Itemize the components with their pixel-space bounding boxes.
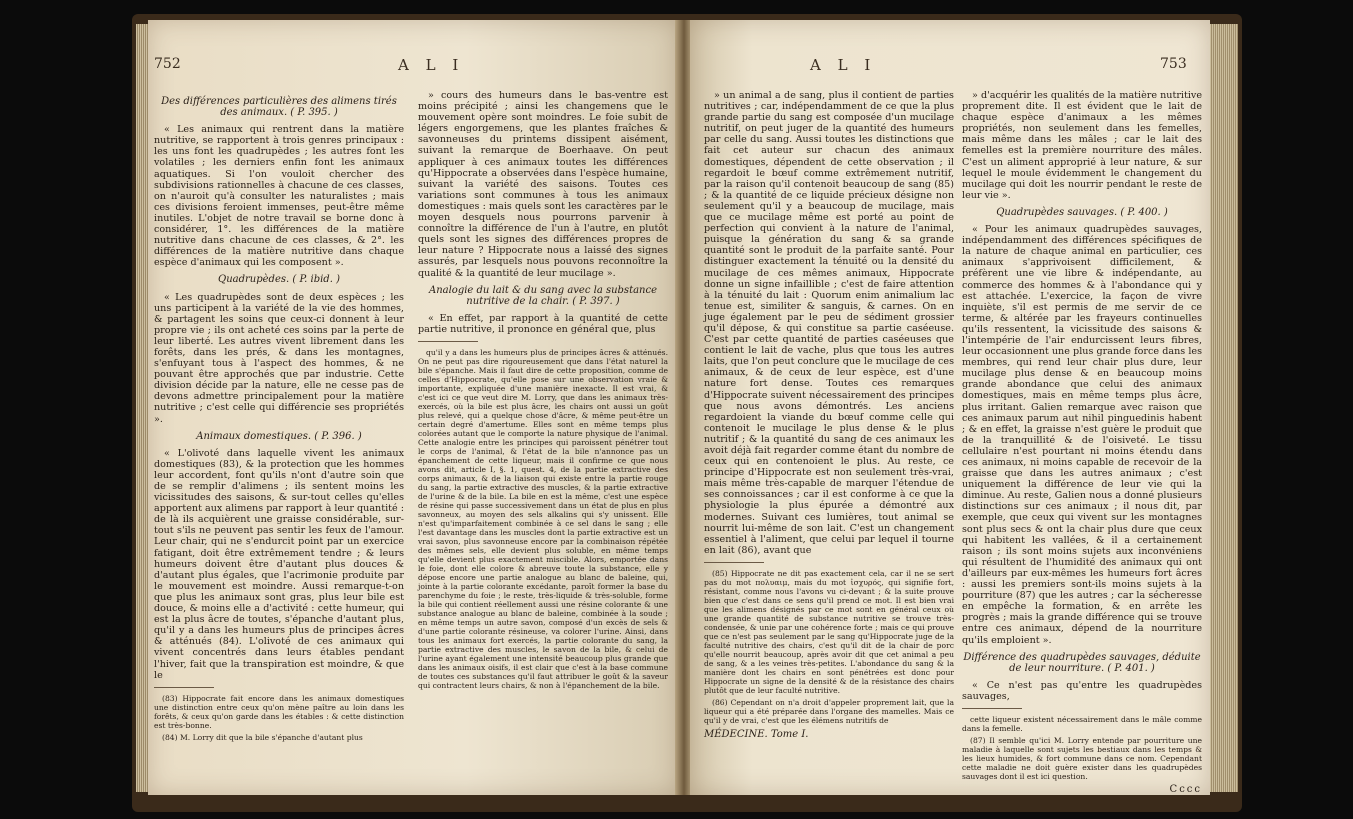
section-heading: Quadrupèdes sauvages. ( P. 400. ): [996, 206, 1168, 218]
paragraph: » cours des humeurs dans le bas-ventre est moins précipité ; ainsi les changemens que le mouvement opère sont moindres. Le foie subit de légers engorgemens, que les plantes fraîches & savonneuses du printems dissipent aisément, suivant la remarque de Boerhaave. On peut appliquer à ces animaux toutes les différences qu'Hippocrate a observées dans l'espèce humaine, suivant la variété des saisons. Toutes ces variations sont communes à tous les animaux domestiques : mais quels sont les caractères par le moyen desquels nous pourrons parvenir à connoître la différence de l'un à l'autre, en plutôt quels sont les signes des différences propres de leur nature ? Hippocrate nous a laissé des signes assurés, par lesquels nous pouvons reconnoître la qualité & la quantité de leur mucilage ».: [418, 90, 668, 279]
footnote: (84) M. Lorry dit que la bile s'épanche d'autant plus: [162, 732, 363, 742]
left-page: [148, 20, 678, 795]
footnote: qu'il y a dans les humeurs plus de principes âcres & atténués. On ne peut pas dire rigoureusement que dans l'état naturel la bile s'épanche. Mais il faut dire de cette proposition, comme de celles d'Hippocrate, qu'elle pose sur une observation vraie & importante, expliquée d'une manière inexacte. Il est vrai, & c'est ici ce que veut dire M. Lorry, que dans les animaux très-exercés, où la bile est plus âcre, les chairs ont aussi un goût plus relevé, qui a quelque chose d'âcre, & même peut-être un certain degré d'amertume. Elles sont en même temps plus colorées autant que le comporte la nature physique de l'animal. Cette analogie entre les principes qui paroissent pénétrer tout le corps de l'animal, & l'état de la bile n'annonce pas un épanchement de cette liqueur, mais il confirme ce que nous avons dit, article I, §. 1, quest. 4, de la partie extractive des corps animaux, & de la liaison qui existe entre la partie rouge du sang, la partie extractive des muscles, & la partie extractive de l'urine & de la bile. La bile en est la même, c'est une espèce de résine qui passe successivement dans un état de plus en plus savonneux, au moyen des sels alkalins qui s'y unissent. Elle n'est qu'imparfaitement combinée à ce sel dans le sang ; elle l'est davantage dans les muscles dont la partie extractive est un vrai savon, plus savonneuse encore par la combinaison répétée des mêmes sels, elle devient plus soluble, en même temps qu'elle devient plus exactement miscible. Alors, emportée dans le foie, dont elle colore & abreuve toute la substance, elle y dépose encore une partie analogue au blanc de baleine, qui, jointe à la partie colorante excédante, paroît former la base du parenchyme du foie ; le reste, très-liquide & très-soluble, forme la bile qui contient réellement aussi une résine colorante & une substance analogue au blanc de baleine, combinée à la soude ; en même temps un autre savon, composé d'un excès de sels & d'une partie colorante résineuse, va colorer l'urine. Ainsi, dans tous les animaux fort exercés, la partie colorante du sang, la partie extractive des muscles, le savon de la bile, & celui de l'urine ayant également une intensité beaucoup plus grande que dans les animaux oisifs, il est clair que c'est à la base commune de toutes ces substances qu'il faut attribuer le goût & la saveur qui contractent leurs chairs, & non à l'épanchement de la bile.: [418, 347, 668, 690]
section-heading: Quadrupèdes. ( P. ibid. ): [218, 274, 340, 286]
right-column-2: [962, 90, 1202, 795]
right-page-number: 753: [1160, 56, 1187, 72]
left-column-2: [418, 90, 668, 693]
paragraph: « L'olivoté dans laquelle vivent les animaux domestiques (83), & la protection que les hommes leur accordent, font qu'ils n'ont d'autre soin que de se remplir d'alimens ; ils sentent moins les vicissitudes des saisons, & sur-tout celles qu'elles apportent aux alimens par rapport à leur quantité : de là ils acquièrent une graisse considérable, sur-tout s'ils ne peuvent pas sentir les feux de l'amour. Leur chair, qui ne s'endurcit point par un exercice fatigant, doit être extrêmement tendre ; & leurs humeurs doivent être d'autant plus douces & d'autant plus égales, que l'acrimonie produite par le mouvement est moindre. Aussi remarque-t-on que plus les animaux sont gras, plus leur bile est douce, & moins elle a d'activité : cette humeur, qui est la plus âcre de toutes, s'épanche d'autant plus, qu'il y a dans les humeurs plus de principes âcres & atténués (84). L'olivoté de ces animaux qui vivent concentrés dans leurs étables pendant l'hiver, fait que la transpiration est moindre, & que le: [154, 447, 404, 681]
paragraph: « En effet, par rapport à la quantité de cette partie nutritive, il prononce en général que, plus: [418, 312, 668, 335]
paragraph: « Ce n'est pas qu'entre les quadrupèdes sauvages,: [962, 679, 1202, 702]
paragraph: » un animal a de sang, plus il contient de parties nutritives ; car, indépendamment de ce que la plus grande partie du sang est composée d'un mucilage nutritif, on peut juger de la quantité des humeurs par celle du sang. Aussi toutes les distinctions que fait cet auteur sur chacun des animaux domestiques, dépendent de cette observation ; il regardoit le bœuf comme extrêmement nutritif, par la raison qu'il contenoit beaucoup de sang (85) ; & la quantité de ce liquide précieux désigne non seulement qu'il y a beaucoup de mucilage, mais que ce mucilage même est porté au point de perfection qui convient à la nature de l'animal, puisque la génération du sang & sa grande quantité sont le produit de la parfaite santé. Pour distinguer exactement la ténuité ou la densité du mucilage de ces mêmes animaux, Hippocrate donne un signe infaillible ; c'est de faire attention à la ténuité du lait : Quorum enim animalium lac tenue est, similiter & sanguis, & carnes. On en juge également par le peu de sédiment grossier qu'il dépose, & qui constitue sa partie caséeuse. C'est par cette quantité de parties caséeuses que contient le lait de vache, plus que tous les autres laits, que l'on peut conclure que le mucilage de ces animaux, & de ceux de leur espèce, est d'une nature fort dense. Toutes ces remarques d'Hippocrate suivent nécessairement des principes que nous avons démontrés. Les anciens regardoient la viande du bœuf comme celle qui contenoit le mucilage le plus dense & le plus nutritif ; & la quantité du sang de ces animaux les avoit déjà fait regarder comme étant du nombre de ceux qui en contenoient le plus. Au reste, ce principe d'Hippocrate est non seulement très-vrai, mais même très-capable de marquer l'étendue de ses connoissances ; car il est conforme à ce que la physiologie la plus épurée a démontré aux modernes. Suivant ces lumières, tout animal se nourrit lui-même de son lait. C'est un changement essentiel à l'aliment, que celui par lequel il tourne en lait (86), avant que: [704, 90, 954, 556]
footnote-rule: [962, 708, 1022, 709]
paragraph: « Les quadrupèdes sont de deux espèces ; les uns participent à la variété de la vie des hommes, & partagent les soins que ceux-ci donnent à leur propre vie ; ils ont acheté ces soins par la perte de leur liberté. Les autres vivent librement dans les forêts, dans les prés, & dans les montagnes, s'enfuyant tous à l'aspect des hommes, & ne pouvant être approchés que par industrie. Cette division décide par la nature, elle ne cesse pas de devons admettre principalement pour la matière nutritive ; c'est celle qui différencie ses propriétés ».: [154, 291, 404, 425]
paragraph: » d'acquérir les qualités de la matière nutritive proprement dite. Il est évident que le lait de chaque espèce d'animaux a les mêmes propriétés, non seulement dans les femelles, mais même dans les mâles ; car le lait des femelles est la première nourriture des mâles. C'est un aliment approprié à leur nature, & sur lequel le moule évidemment le changement du mucilage qui doit les nourrir pendant le reste de leur vie ».: [962, 90, 1202, 201]
section-heading: Analogie du lait & du sang avec la substance nutritive de la chair. ( P. 397. ): [428, 284, 658, 307]
footnote-rule: [154, 687, 214, 688]
footnote-rule: [704, 562, 764, 563]
page-footer: MÉDECINE. Tome I.: [704, 728, 809, 740]
left-running-head: A L I: [398, 56, 465, 74]
section-heading: Des différences particulières des alimens tirés des animaux. ( P. 395. ): [161, 96, 397, 119]
right-running-head: A L I: [810, 56, 877, 74]
signature-mark: Cccc: [1169, 783, 1202, 795]
paragraph: « Pour les animaux quadrupèdes sauvages, indépendamment des différences spécifiques de la nature de chaque animal en particulier, ces animaux s'apprivoisent difficilement, & préfèrent une vie libre & indépendante, au commerce des hommes & à l'abondance qui y est attachée. L'exercice, la façon de vivre inquiète, s'il est permis de me servir de ce terme, & altérée par les frayeurs continuelles qu'ils ressentent, la vicissitude des saisons & l'intempérie de l'air endurcissent leurs fibres, leur occasionnent une plus grande force dans les membres, qui rend leur chair plus dure, leur mucilage plus dense & en beaucoup moins grande abondance que celui des animaux domestiques, mais en même temps plus âcre, plus irritant. Galien remarque avec raison que ces animaux parum aut nihil pinguedinis habent ; & en effet, la graisse n'est guère le produit que de la tranquillité & de l'oisiveté. Le tissu cellulaire n'est pourtant ni moins étendu dans ces animaux, ni moins capable de recevoir de la graisse que dans les autres animaux ; c'est uniquement la différence de leur vie qui la diminue. Au reste, Galien nous a donné plusieurs distinctions sur ces animaux ; il nous dit, par exemple, que ceux qui vivent sur les montagnes sont plus secs & ont la chair plus dure que ceux qui habitent les vallées, & il a certainement raison ; ils sont moins sujets aux inconvéniens qui résultent de l'humidité des animaux qui ont d'ailleurs par eux-mêmes les humeurs fort âcres : aussi les premiers sont-ils moins sujets à la pourriture (87) que les autres ; car la sécheresse en empêche la formation, & en arrête les progrès ; mais la grande différence qui se trouve entre ces animaux, dépend de la nourriture qu'ils emploient ».: [962, 224, 1202, 646]
right-page: [690, 20, 1210, 795]
footnote: (85) Hippocrate ne dit pas exactement cela, car il ne se sert pas du mot πολυαιμ, mais du mot ἰσχυρός, qui signifie fort, résistant, comme nous l'avons vu ci-devant ; & la suite prouve bien que c'est dans ce sens qu'il prend ce mot. Il est bien vrai que les alimens désignés par ce mot sont en général ceux où une grande quantité de substance nutritive se trouve très-condensée, & unie par une cohérence forte ; mais ce qui prouve que ce n'est pas seulement par le sang qu'Hippocrate juge de la faculté nutritive des chairs, c'est qu'il dit de la chair de porc qu'elle nourrit beaucoup, après avoir dit que cet animal a peu de sang, & a les veines très-petites. L'abondance du sang & la manière dont les chairs en sont pénétrées est donc pour Hippocrate un signe de la densité & de la résistance des chairs plutôt que de leur faculté nutritive.: [704, 568, 954, 695]
paragraph: « Les animaux qui rentrent dans la matière nutritive, se rapportent à trois genres principaux : les uns font les quadrupèdes ; les autres font les volatiles ; les derniers enfin font les animaux aquatiques. Si l'on vouloit chercher des subdivisions rationnelles à chacune de ces classes, on n'auroit qu'à consulter les naturalistes ; mais ces divisions feroient immenses, peut-être même inutiles. L'objet de notre travail se borne donc à considérer, 1°. les différences de la matière nutritive dans chacune de ces classes, & 2°. les différences de la matière nutritive dans chaque espèce d'animaux qui les composent ».: [154, 124, 404, 269]
section-heading: Animaux domestiques. ( P. 396. ): [196, 430, 362, 442]
footnote-rule: [418, 341, 478, 342]
footnote: cette liqueur existent nécessairement dans le mâle comme dans la femelle.: [962, 714, 1202, 733]
left-page-number: 752: [154, 56, 181, 72]
footnote: (86) Cependant on n'a droit d'appeler proprement lait, que la liqueur qui a été préparée dans l'organe des mamelles. Mais ce qu'il y de vrai, c'est que les élémens nutritifs de: [704, 697, 954, 725]
section-heading: Différence des quadrupèdes sauvages, déduite de leur nourriture. ( P. 401. ): [963, 651, 1201, 674]
footnote: (87) Il semble qu'ici M. Lorry entende par pourriture une maladie à laquelle sont sujets les bestiaux dans les temps & les lieux humides, & fort commune dans ce nom. Cependant cette maladie ne doit guère exister dans les quadrupèdes sauvages dont il est ici question.: [962, 735, 1202, 781]
right-page-edges: [1208, 24, 1238, 792]
left-column-1: [154, 90, 404, 745]
right-column-1: [704, 90, 954, 740]
footnote: (83) Hippocrate fait encore dans les animaux domestiques une distinction entre ceux qu'on mène paître au loin dans les forêts, & ceux qu'on garde dans les étables : & cette distinction est très-bonne.: [154, 693, 404, 730]
